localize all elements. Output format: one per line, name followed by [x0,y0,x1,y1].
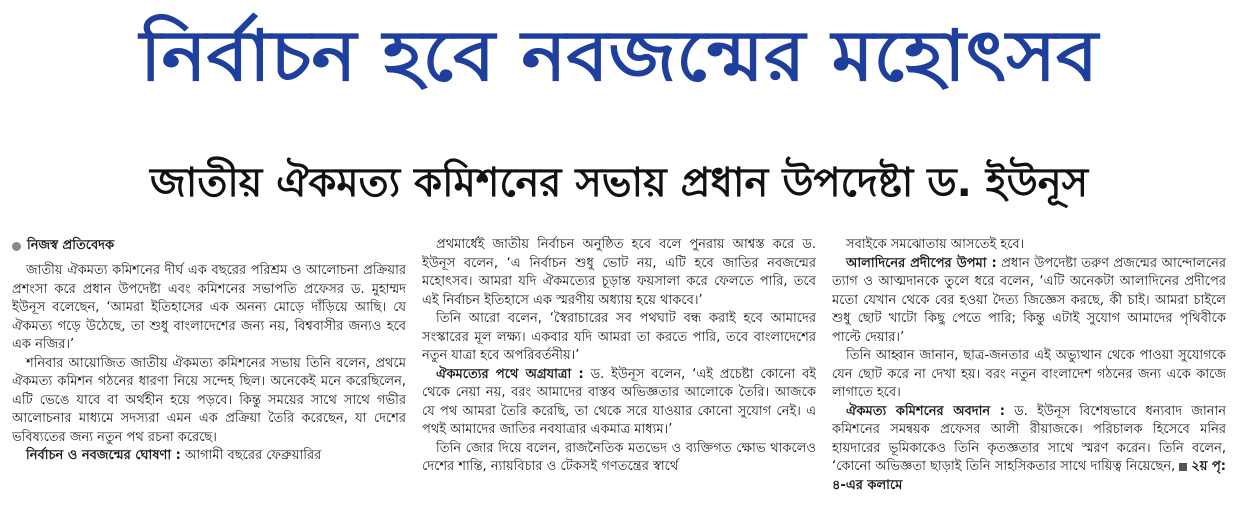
paragraph [422,366,816,440]
article-body [12,236,1226,516]
paragraph-text: ড. ইউনূস বলেন, ‘এই প্রচেষ্টা কোনো বই থেকে নেয়া নয়, বরং আমাদের বাস্তব অভিজ্ঞতার আলোকে তৈরি। আজকে যে পথ আমরা তৈরি করেছি, তা থেকে সরে যাওয়ার কোনো সুযোগ নেই। এ পথই আমাদের জাতির নবযাত্রার একমাত্র মাধ্যম।’ [422,366,816,437]
paragraph: শনিবার আয়োজিত জাতীয় ঐকমত্য কমিশনের সভায় তিনি বলেন, প্রথমে ঐকমত্য কমিশন গঠনের ধারণা নিয়ে সন্দেহ ছিল। অনেকেই মনে করেছিলেন, এটি ভেঙে যাবে বা অর্থহীন হয়ে পড়বে। কিন্তু সময়ের সাথে সাথে গভীর আলোচনার মাধ্যমে সদস্যরা এমন এক প্রক্রিয়া তৈরি করেছেন, যা দেশের ভবিষ্যতের জন্য নতুন পথ রচনা করেছে। [12,355,406,445]
paragraph [832,403,1226,496]
paragraph [832,255,1226,348]
column-1 [12,236,406,516]
paragraph: জাতীয় ঐকমত্য কমিশনের দীর্ঘ এক বছরের পরিশ্রম ও আলোচনা প্রক্রিয়ার প্রশংসা করে প্রধান উপদেষ্টা এবং কমিশনের সভাপতি প্রফেসর ড. মুহাম্মদ ইউনূস বলেছেন, ‘আমরা ইতিহাসের এক অনন্য মোড়ে দাঁড়িয়ে আছি। যে ঐকমত্য গড়ে উঠেছে, তা শুধু বাংলাদেশের জন্য নয়, বিশ্ববাসীর জন্যও হবে এক নজির।’ [12,263,406,352]
paragraph-text: আগামী বছরের ফেব্রুয়ারির [180,448,322,463]
byline-text: নিজস্ব প্রতিবেদক [27,238,115,253]
section-subhead: ঐকমত্যের পথে অগ্রযাত্রা : [436,366,584,382]
paragraph: তিনি আহ্বান জানান, ছাত্র-জনতার এই অভ্যুত্থান থেকে পাওয়া সুযোগকে যেন ছোট করে না দেখা হয়। বরং নতুন বাংলাদেশ গঠনের জন্য একে কাজে লাগাতে হবে। [832,348,1226,400]
paragraph-text: ড. ইউনূস বিশেষভাবে ধন্যবাদ জানান কমিশনের সমন্বয়ক প্রফেসর আলী রীয়াজকে। পরিচালক হিসেবে মনির হায়দারের ভূমিকাকেও তিনি কৃতজ্ঞতার সাথে স্মরণ করেন। তিনি বলেন, ‘কোনো অভিজ্ঞতা ছাড়াই তিনি সাহসিকতার সাথে দায়িত্ব নিয়েছেন, [832,403,1226,474]
continuation-square-icon [1179,463,1187,471]
paragraph: তিনি জোর দিয়ে বলেন, রাজনৈতিক মতভেদ ও ব্যক্তিগত ক্ষোভ থাকলেও দেশের শান্তি, ন্যায়বিচার ও টেকসই গণতন্ত্রের স্বার্থে [422,440,816,474]
paragraph [12,447,406,466]
section-subhead: নির্বাচন ও নবজন্মের ঘোষণা : [26,448,181,463]
column-3 [832,236,1226,516]
column-2 [422,236,816,516]
paragraph-text: প্রধান উপদেষ্টা তরুণ প্রজন্মের আন্দোলনের ত্যাগ ও আত্মদানকে তুলে ধরে বলেন, ‘এটি অনেকটা আলাদিনের প্রদীপের মতো যেখান থেকে বের হওয়া দৈত্য জিজ্ঞেস করছে, কী চাই। আমরা চাইলে শুধু ছোট খাটো কিছু পেতে পারি; কিন্তু এটাই সুযোগ আমাদের পৃথিবীকে পাল্টে দেয়ার।’ [832,255,1226,345]
continued-on-link[interactable]: ২য় পৃ: ৪-এর কলামে [832,459,1226,493]
section-subhead: আলাদিনের প্রদীপের উপমা : [846,255,997,271]
byline [12,236,406,256]
paragraph: সবাইকে সমঝোতায় আসতেই হবে। [846,237,1025,252]
paragraph: তিনি আরো বলেন, ‘স্বৈরাচারের সব পথঘাট বন্ধ করাই হবে আমাদের সংস্কারের মূল লক্ষ্য। একবার যদি আমরা তা করতে পারি, তবে বাংলাদেশের নতুন যাত্রা হবে অপরিবর্তনীয়।’ [422,311,816,363]
headline: নির্বাচন হবে নবজন্মের মহোৎসব [139,15,1099,97]
subheadline: জাতীয় ঐকমত্য কমিশনের সভায় প্রধান উপদেষ্টা ড. ইউনূস [149,160,1089,206]
paragraph: প্রথমার্ধেই জাতীয় নির্বাচন অনুষ্ঠিত হবে বলে পুনরায় আশ্বস্ত করে ড. ইউনূস বলেন, ‘এ নির্বাচন শুধু ভোট নয়, এটি হবে জাতির নবজন্মের মহোৎসব। আমরা যদি ঐকমত্যের চূড়ান্ত ফয়সালা করে ফেলতে পারি, তবে এই নির্বাচন ইতিহাসে এক স্মরণীয় অধ্যায় হয়ে থাকবে।’ [422,237,816,308]
bullet-icon [12,242,21,251]
section-subhead: ঐকমত্য কমিশনের অবদান : [846,403,1005,419]
